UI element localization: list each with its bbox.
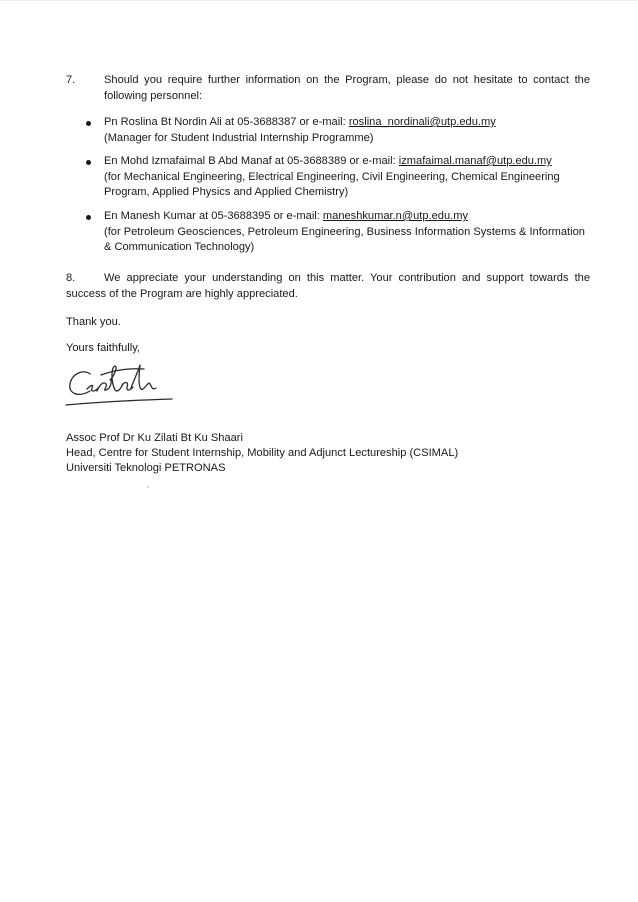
page-edge-line	[0, 0, 638, 1]
bullet-icon	[86, 160, 91, 165]
paragraph-number: 7.	[66, 74, 76, 86]
email-link[interactable]: izmafaimal.manaf@utp.edu.my	[398, 155, 552, 167]
contact-role: (for Petroleum Geosciences, Petroleum Engineering, Business Information Systems & Information & Communication Technology)	[104, 225, 585, 253]
signatory-organization: Universiti Teknologi PETRONAS	[66, 462, 226, 474]
scan-speck	[147, 486, 149, 488]
paragraph-8	[66, 271, 590, 302]
contact-item	[86, 209, 590, 256]
bullet-icon	[86, 215, 91, 220]
contact-details: Pn Roslina Bt Nordin Ali at 05-3688387 or e-mail:	[104, 116, 349, 128]
paragraph-text: Should you require further information on the Program, please do not hesitate to contact the following personnel:	[104, 74, 590, 102]
contact-details: En Manesh Kumar at 05-3688395 or e-mail:	[104, 210, 323, 222]
contact-role: (for Mechanical Engineering, Electrical Engineering, Civil Engineering, Chemical Engineering Program, Applied Physics and Applied Chemistry)	[104, 170, 560, 198]
email-link[interactable]: maneshkumar.n@utp.edu.my	[322, 210, 468, 222]
contact-line	[104, 209, 590, 225]
contact-item	[86, 115, 590, 146]
contact-line	[104, 115, 590, 131]
email-link[interactable]: roslina_nordinali@utp.edu.my	[348, 116, 496, 128]
contact-role: (Manager for Student Industrial Internship Programme)	[104, 131, 374, 144]
handwritten-signature	[60, 358, 180, 408]
paragraph-number: 8.	[66, 272, 76, 284]
thank-you-text: Thank you.	[66, 316, 121, 328]
contact-item	[86, 154, 590, 201]
bullet-icon	[86, 121, 91, 126]
signatory-title: Head, Centre for Student Internship, Mobility and Adjunct Lectureship (CSIMAL)	[66, 447, 459, 459]
contact-line	[104, 154, 590, 170]
paragraph-7	[66, 73, 590, 104]
signatory-name: Assoc Prof Dr Ku Zilati Bt Ku Shaari	[66, 432, 243, 444]
paragraph-text: We appreciate your understanding on this matter. Your contribution and support towards the success of the Program are highly appreciated.	[66, 272, 590, 300]
sign-off-text: Yours faithfully,	[66, 342, 140, 354]
contact-details: En Mohd Izmafaimal B Abd Manaf at 05-3688389 or e-mail:	[104, 155, 399, 167]
